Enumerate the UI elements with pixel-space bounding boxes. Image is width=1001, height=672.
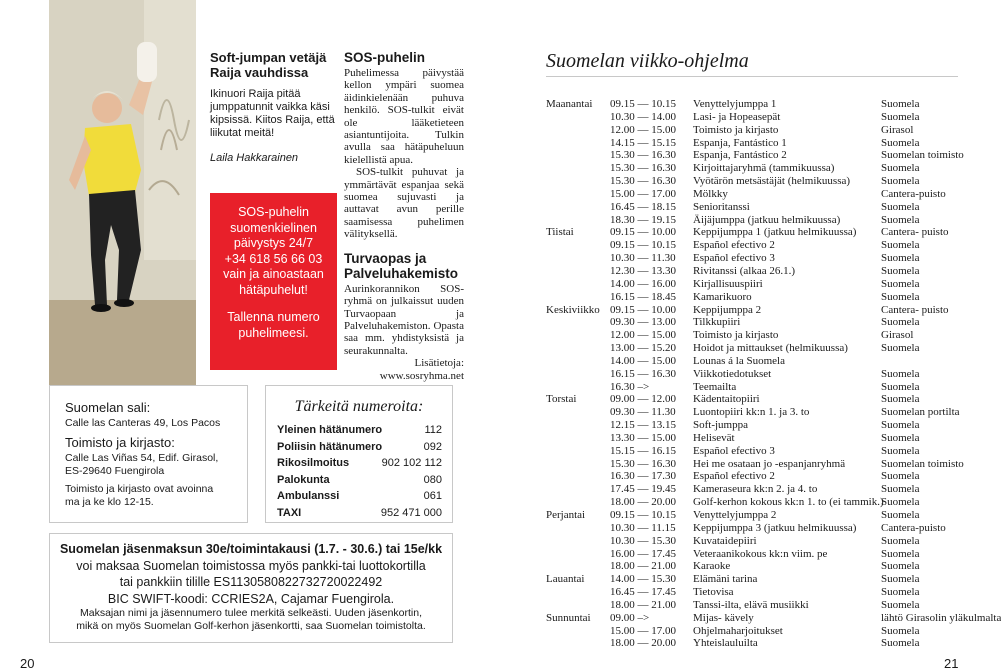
schedule-time: 14.00 — 15.30 xyxy=(610,573,676,586)
schedule-day: Perjantai xyxy=(546,509,586,521)
number-row xyxy=(266,455,452,472)
schedule-place: Suomelan toimisto xyxy=(881,149,964,162)
schedule-activity: Mölkky xyxy=(693,187,728,200)
schedule-activity: Kirjoittajaryhmä (tammikuussa) xyxy=(693,162,835,175)
schedule-row xyxy=(546,625,960,638)
schedule-place: Cantera-puisto xyxy=(881,521,946,534)
schedule-place: Suomela xyxy=(881,419,920,432)
schedule-place: Suomela xyxy=(881,290,920,303)
schedule-place: Suomela xyxy=(881,98,920,110)
schedule-row xyxy=(546,548,960,561)
schedule-activity: Lasi- ja Hopeasepät xyxy=(693,110,781,123)
schedule-day: Tiistai xyxy=(546,226,574,239)
schedule-time: 13.30 — 15.00 xyxy=(610,431,676,444)
schedule-time: 15.30 — 16.30 xyxy=(610,162,676,175)
number-label: TAXI xyxy=(277,506,302,519)
schedule-place: Girasol xyxy=(881,329,914,342)
schedule-activity: Kameraseura kk:n 2. ja 4. to xyxy=(693,483,818,496)
schedule-place: Suomela xyxy=(881,560,920,573)
schedule-activity: Tietovisa xyxy=(693,586,734,599)
number-value: 080 xyxy=(423,473,442,486)
schedule-place: Suomela xyxy=(881,470,920,483)
schedule-activity: Luontopiiri kk:n 1. ja 3. to xyxy=(693,406,810,419)
schedule-row xyxy=(546,304,960,317)
schedule-place: lähtö Girasolin yläkulmalta xyxy=(881,611,1001,624)
important-numbers-box xyxy=(265,385,453,523)
sali-address: Calle las Canteras 49, Los Pacos xyxy=(65,417,221,429)
membership-fee-box xyxy=(49,533,453,643)
schedule-activity: Ohjelmaharjoitukset xyxy=(693,624,783,637)
number-label: Poliisin hätänumero xyxy=(277,440,383,453)
schedule-activity: Mijas- kävely xyxy=(693,611,754,624)
schedule-row xyxy=(546,522,960,535)
numbers-title: Tärkeitä numeroita: xyxy=(294,398,424,415)
schedule-activity: Veteraanikokous kk:n viim. pe xyxy=(693,547,828,560)
schedule-row xyxy=(546,291,960,304)
schedule-time: 09.15 — 10.15 xyxy=(610,239,676,252)
schedule-time: 10.30 — 15.30 xyxy=(610,534,676,547)
schedule-time: 15.15 — 16.15 xyxy=(610,444,676,457)
schedule-activity: Yhteislauluilta xyxy=(693,637,758,650)
schedule-row xyxy=(546,419,960,432)
schedule-time: 09.15 — 10.00 xyxy=(610,303,676,316)
schedule-row xyxy=(546,393,960,406)
membership-note: Maksajan nimi ja jäsennumero tulee merkitä selkeästi. Uuden jäsenkortin, xyxy=(80,607,422,619)
schedule-activity: Viikkotiedotukset xyxy=(693,367,772,380)
number-label: Yleinen hätänumero xyxy=(277,424,383,436)
schedule-row xyxy=(546,329,960,342)
sos-paragraph-3: Aurinkorannikon SOS-ryhmä on julkaissut uuden Turvaopaan ja Palveluhakemiston. Opasta saa mm. yhdistyksistä ja seurakunnalta. xyxy=(344,282,464,357)
schedule-place: Suomela xyxy=(881,316,920,329)
schedule-row xyxy=(546,406,960,419)
schedule-time: 15.30 — 16.30 xyxy=(610,175,676,188)
schedule-row xyxy=(546,201,960,214)
office-address: Calle Las Viñas 54, Edif. Girasol, xyxy=(65,452,219,464)
membership-line: Suomelan jäsenmaksun 30e/toimintakausi (1.7. - 30.6.) tai 15e/kk xyxy=(59,542,443,556)
schedule-row xyxy=(546,355,960,368)
schedule-activity: Español efectivo 2 xyxy=(693,470,775,483)
schedule-row xyxy=(546,573,960,586)
number-value: 952 471 000 xyxy=(380,506,442,519)
schedule-time: 13.00 — 15.20 xyxy=(610,342,676,355)
dancer-photo xyxy=(49,0,196,385)
schedule-row xyxy=(546,535,960,548)
schedule-row xyxy=(546,175,960,188)
schedule-row xyxy=(546,509,960,522)
schedule-time: 12.00 — 15.00 xyxy=(610,123,676,136)
schedule-time: 15.00 — 17.00 xyxy=(610,624,676,637)
schedule-place: Suomela xyxy=(881,239,920,252)
schedule-activity: Soft-jumppa xyxy=(693,419,748,432)
membership-line: voi maksaa Suomelan toimistossa myös pankki-tai luottokortilla xyxy=(76,558,426,573)
schedule-activity: Venyttelyjumppa 1 xyxy=(693,98,777,110)
schedule-activity: Tilkkupiiri xyxy=(693,316,741,329)
schedule-row xyxy=(546,98,960,111)
schedule-place: Suomela xyxy=(881,598,920,611)
schedule-time: 14.15 — 15.15 xyxy=(610,136,676,149)
schedule-day: Sunnuntai xyxy=(546,611,591,624)
schedule-activity: Toimisto ja kirjasto xyxy=(693,329,779,342)
schedule-row xyxy=(546,611,1001,625)
sos-heading: SOS-puhelin xyxy=(344,50,425,65)
schedule-place: Suomela xyxy=(881,496,920,509)
number-value: 092 xyxy=(423,440,442,453)
schedule-row xyxy=(546,586,960,599)
sos-paragraph-1: Puhelimessa päivystää kellon ympäri suomea äidinkielenään puhuva henkilö. SOS-tulkit eivät ole lääketieteen asiantuntijoita. Tulkin avulla saa hätäpuheluun kielellistä apua. xyxy=(344,67,464,166)
schedule-activity: Senioritanssi xyxy=(693,200,750,213)
schedule-row xyxy=(546,226,960,239)
schedule-row xyxy=(546,137,960,150)
schedule-place: Suomela xyxy=(881,483,920,496)
schedule-activity: Tanssi-ilta, elävä musiikki xyxy=(693,598,809,611)
schedule-place: Suomelan toimisto xyxy=(881,457,964,470)
schedule-time: 09.30 — 11.30 xyxy=(610,406,676,419)
schedule-time: 09.00 –> xyxy=(610,611,650,624)
number-value: 061 xyxy=(423,490,442,502)
schedule-row xyxy=(546,188,960,201)
schedule-time: 12.00 — 15.00 xyxy=(610,329,676,342)
number-row xyxy=(266,472,452,489)
schedule-time: 18.00 — 21.00 xyxy=(610,598,676,611)
schedule-time: 09.00 — 12.00 xyxy=(610,393,676,406)
schedule-place: Suomela xyxy=(881,586,920,599)
schedule-time: 09.15 — 10.15 xyxy=(610,98,676,110)
schedule-activity: Keppijumppa 1 (jatkuu helmikuussa) xyxy=(693,226,857,239)
number-row xyxy=(266,488,452,505)
article-headline: Soft-jumpan vetäjä Raija vauhdissa xyxy=(210,50,327,80)
schedule-activity: Rivitanssi (alkaa 26.1.) xyxy=(693,264,796,277)
schedule-place: Cantera-puisto xyxy=(881,187,946,200)
office-title: Toimisto ja kirjasto: xyxy=(65,435,175,450)
schedule-title: Suomelan viikko-ohjelma xyxy=(546,50,749,72)
number-row xyxy=(266,439,452,456)
schedule-row xyxy=(546,381,960,394)
schedule-time: 09.30 — 13.00 xyxy=(610,316,676,329)
schedule-time: 10.30 — 11.30 xyxy=(610,252,676,265)
schedule-day: Keskiviikko xyxy=(546,303,600,316)
schedule-place: Suomela xyxy=(881,342,920,355)
schedule-row xyxy=(546,124,960,137)
schedule-activity: Espanja, Fantástico 1 xyxy=(693,136,787,149)
info-label: Lisätietoja: xyxy=(414,357,464,370)
number-label: Rikosilmoitus xyxy=(277,457,350,469)
schedule-time: 16.30 — 17.30 xyxy=(610,470,676,483)
schedule-time: 18.30 — 19.15 xyxy=(610,213,676,226)
schedule-place: Cantera- puisto xyxy=(881,226,949,239)
schedule-activity: Kuvataidepiiri xyxy=(693,534,757,547)
membership-line: BIC SWIFT-koodi: CCRIES2A, Cajamar Fuengirola. xyxy=(107,591,395,606)
schedule-place: Cantera- puisto xyxy=(881,303,949,316)
schedule-place: Suomela xyxy=(881,213,920,226)
schedule-place: Suomela xyxy=(881,200,920,213)
schedule-row xyxy=(546,316,960,329)
schedule-activity: Karaoke xyxy=(693,560,731,573)
schedule-time: 16.45 — 18.15 xyxy=(610,200,676,213)
schedule-day: Torstai xyxy=(546,393,577,406)
sos-box-line: vain ja ainoastaan xyxy=(223,267,324,281)
sos-box-save: puhelimeesi. xyxy=(238,325,309,340)
office-address: ES-29640 Fuengirola xyxy=(65,465,165,477)
schedule-time: 15.30 — 16.30 xyxy=(610,457,676,470)
schedule-row xyxy=(546,483,960,496)
sos-box-line: suomenkielinen xyxy=(230,220,317,235)
schedule-place: Suomela xyxy=(881,573,920,586)
schedule-activity: Vyötärön metsästäjät (helmikuussa) xyxy=(693,175,851,188)
schedule-row xyxy=(546,149,964,162)
schedule-time: 18.00 — 21.00 xyxy=(610,560,676,573)
schedule-time: 17.45 — 19.45 xyxy=(610,483,676,496)
schedule-row xyxy=(546,111,960,124)
schedule-time: 09.15 — 10.15 xyxy=(610,509,676,521)
schedule-row xyxy=(546,496,960,509)
office-hours: ma ja ke klo 12-15. xyxy=(65,496,154,508)
schedule-place: Suomela xyxy=(881,136,920,149)
soft-jumppa-article xyxy=(210,50,335,165)
schedule-place: Suomela xyxy=(881,509,920,521)
sos-box-save: Tallenna numero xyxy=(227,310,320,324)
schedule-activity: Español efectivo 3 xyxy=(693,252,775,265)
schedule-activity: Español efectivo 2 xyxy=(693,239,775,252)
schedule-row xyxy=(546,637,960,650)
schedule-place: Suomela xyxy=(881,380,920,393)
schedule-activity: Helisevät xyxy=(693,431,735,444)
schedule-place: Girasol xyxy=(881,123,914,136)
schedule-time: 16.15 — 18.45 xyxy=(610,290,676,303)
schedule-activity: Golf-kerhon kokous kk:n 1. to (ei tammik.) xyxy=(693,496,884,509)
schedule-activity: Teemailta xyxy=(693,380,737,393)
sos-box-line: SOS-puhelin xyxy=(238,205,309,219)
membership-line: tai pankkiin tilille ES1130580822732720022492 xyxy=(119,575,383,589)
schedule-time: 14.00 — 16.00 xyxy=(610,277,676,290)
schedule-place: Suomela xyxy=(881,624,920,637)
schedule-row xyxy=(546,252,960,265)
schedule-place: Suomela xyxy=(881,252,920,265)
schedule-place: Suomela xyxy=(881,264,920,277)
schedule-activity: Lounas á la Suomela xyxy=(693,354,785,367)
number-value: 112 xyxy=(424,424,442,436)
schedule-row xyxy=(546,445,960,458)
schedule-place: Suomela xyxy=(881,175,920,188)
schedule-time: 10.30 — 14.00 xyxy=(610,110,676,123)
schedule-time: 16.15 — 16.30 xyxy=(610,367,676,380)
schedule-place: Suomela xyxy=(881,547,920,560)
schedule-place: Suomela xyxy=(881,431,920,444)
schedule-row xyxy=(546,239,960,252)
schedule-place: Suomela xyxy=(881,534,920,547)
schedule-activity: Español efectivo 3 xyxy=(693,444,775,457)
weekly-schedule xyxy=(546,98,1001,650)
sos-box-phone: +34 618 56 66 03 xyxy=(224,251,323,266)
sos-box-line: päivystys 24/7 xyxy=(233,236,314,250)
number-value: 902 102 112 xyxy=(381,457,442,469)
schedule-time: 15.30 — 16.30 xyxy=(610,149,676,162)
article-author: Laila Hakkarainen xyxy=(210,152,299,164)
number-label: Palokunta xyxy=(277,473,330,486)
schedule-day: Maanantai xyxy=(546,98,593,110)
schedule-activity: Toimisto ja kirjasto xyxy=(693,123,779,136)
schedule-activity: Venyttelyjumppa 2 xyxy=(693,509,777,521)
schedule-row xyxy=(546,368,960,381)
schedule-row xyxy=(546,560,960,573)
schedule-time: 14.00 — 15.00 xyxy=(610,354,676,367)
schedule-row xyxy=(546,162,960,175)
schedule-time: 18.00 — 20.00 xyxy=(610,637,676,650)
schedule-time: 16.45 — 17.45 xyxy=(610,586,676,599)
schedule-activity: Elämäni tarina xyxy=(693,573,758,586)
schedule-time: 09.15 — 10.00 xyxy=(610,226,676,239)
sos-phone-box xyxy=(210,193,337,370)
schedule-activity: Keppijumppa 3 (jatkuu helmikuussa) xyxy=(693,521,857,534)
schedule-row xyxy=(546,278,960,291)
sos-box-line: hätäpuhelut! xyxy=(239,282,308,297)
article-body: Ikinuori Raija pitää jumppatunnit vaikka käsi kipsissä. Kiitos Raija, että liikutat meitä! xyxy=(210,88,335,139)
turvaopas-heading: Turvaopas ja Palveluhakemisto xyxy=(344,250,459,281)
info-url[interactable]: www.sosryhma.net xyxy=(379,369,464,382)
sali-info-box xyxy=(49,385,248,523)
schedule-place: Suomela xyxy=(881,637,920,650)
schedule-time: 16.30 –> xyxy=(610,380,650,393)
schedule-activity: Hoidot ja mittaukset (helmikuussa) xyxy=(693,342,848,355)
schedule-row xyxy=(546,432,960,445)
schedule-time: 16.00 — 17.45 xyxy=(610,547,676,560)
schedule-row xyxy=(546,599,960,612)
schedule-time: 12.15 — 13.15 xyxy=(610,419,676,432)
number-label: Ambulanssi xyxy=(277,490,340,502)
schedule-row xyxy=(546,470,960,483)
schedule-activity: Äijäjumppa (jatkuu helmikuussa) xyxy=(693,213,841,226)
schedule-place: Suomela xyxy=(881,162,920,175)
schedule-row xyxy=(546,457,964,471)
schedule-row xyxy=(546,265,960,278)
sos-paragraph-2: SOS-tulkit puhuvat ja ymmärtävät espanjaa sekä suomea sujuvasti ja auttavat avun perille saamisessa puhelimen välityksellä. xyxy=(344,166,464,241)
schedule-time: 18.00 — 20.00 xyxy=(610,496,676,509)
schedule-time: 15.00 — 17.00 xyxy=(610,187,676,200)
schedule-day: Lauantai xyxy=(546,573,585,586)
sali-title: Suomelan sali: xyxy=(65,400,151,415)
schedule-time: 12.30 — 13.30 xyxy=(610,264,676,277)
schedule-activity: Espanja, Fantástico 2 xyxy=(693,149,787,162)
schedule-place: Suomelan portilta xyxy=(881,406,960,419)
schedule-activity: Kamarikuoro xyxy=(693,290,752,303)
page-number-right: 21 xyxy=(944,656,959,671)
number-row xyxy=(266,505,452,522)
schedule-place: Suomela xyxy=(881,367,920,380)
schedule-activity: Keppijumppa 2 xyxy=(693,303,762,316)
schedule-activity: Kädentaitopiiri xyxy=(693,393,760,406)
membership-note: mikä on myös Suomelan Golf-kerhon jäsenkortti, saa Suomelan toimistolta. xyxy=(76,620,426,632)
schedule-place: Suomela xyxy=(881,110,920,123)
schedule-place: Suomela xyxy=(881,444,920,457)
schedule-activity: Kirjallisuuspiiri xyxy=(693,277,763,290)
schedule-row xyxy=(546,342,960,355)
schedule-place: Suomela xyxy=(881,277,920,290)
schedule-time: 10.30 — 11.15 xyxy=(610,521,676,534)
schedule-row xyxy=(546,214,960,227)
schedule-place: Suomela xyxy=(881,393,920,406)
sos-article xyxy=(344,50,464,382)
title-divider xyxy=(546,76,958,77)
page-number-left: 20 xyxy=(20,656,35,671)
office-hours: Toimisto ja kirjasto ovat avoinna xyxy=(65,483,214,495)
schedule-activity: Hei me osataan jo -espanjanryhmä xyxy=(693,457,846,470)
number-row xyxy=(266,422,452,439)
